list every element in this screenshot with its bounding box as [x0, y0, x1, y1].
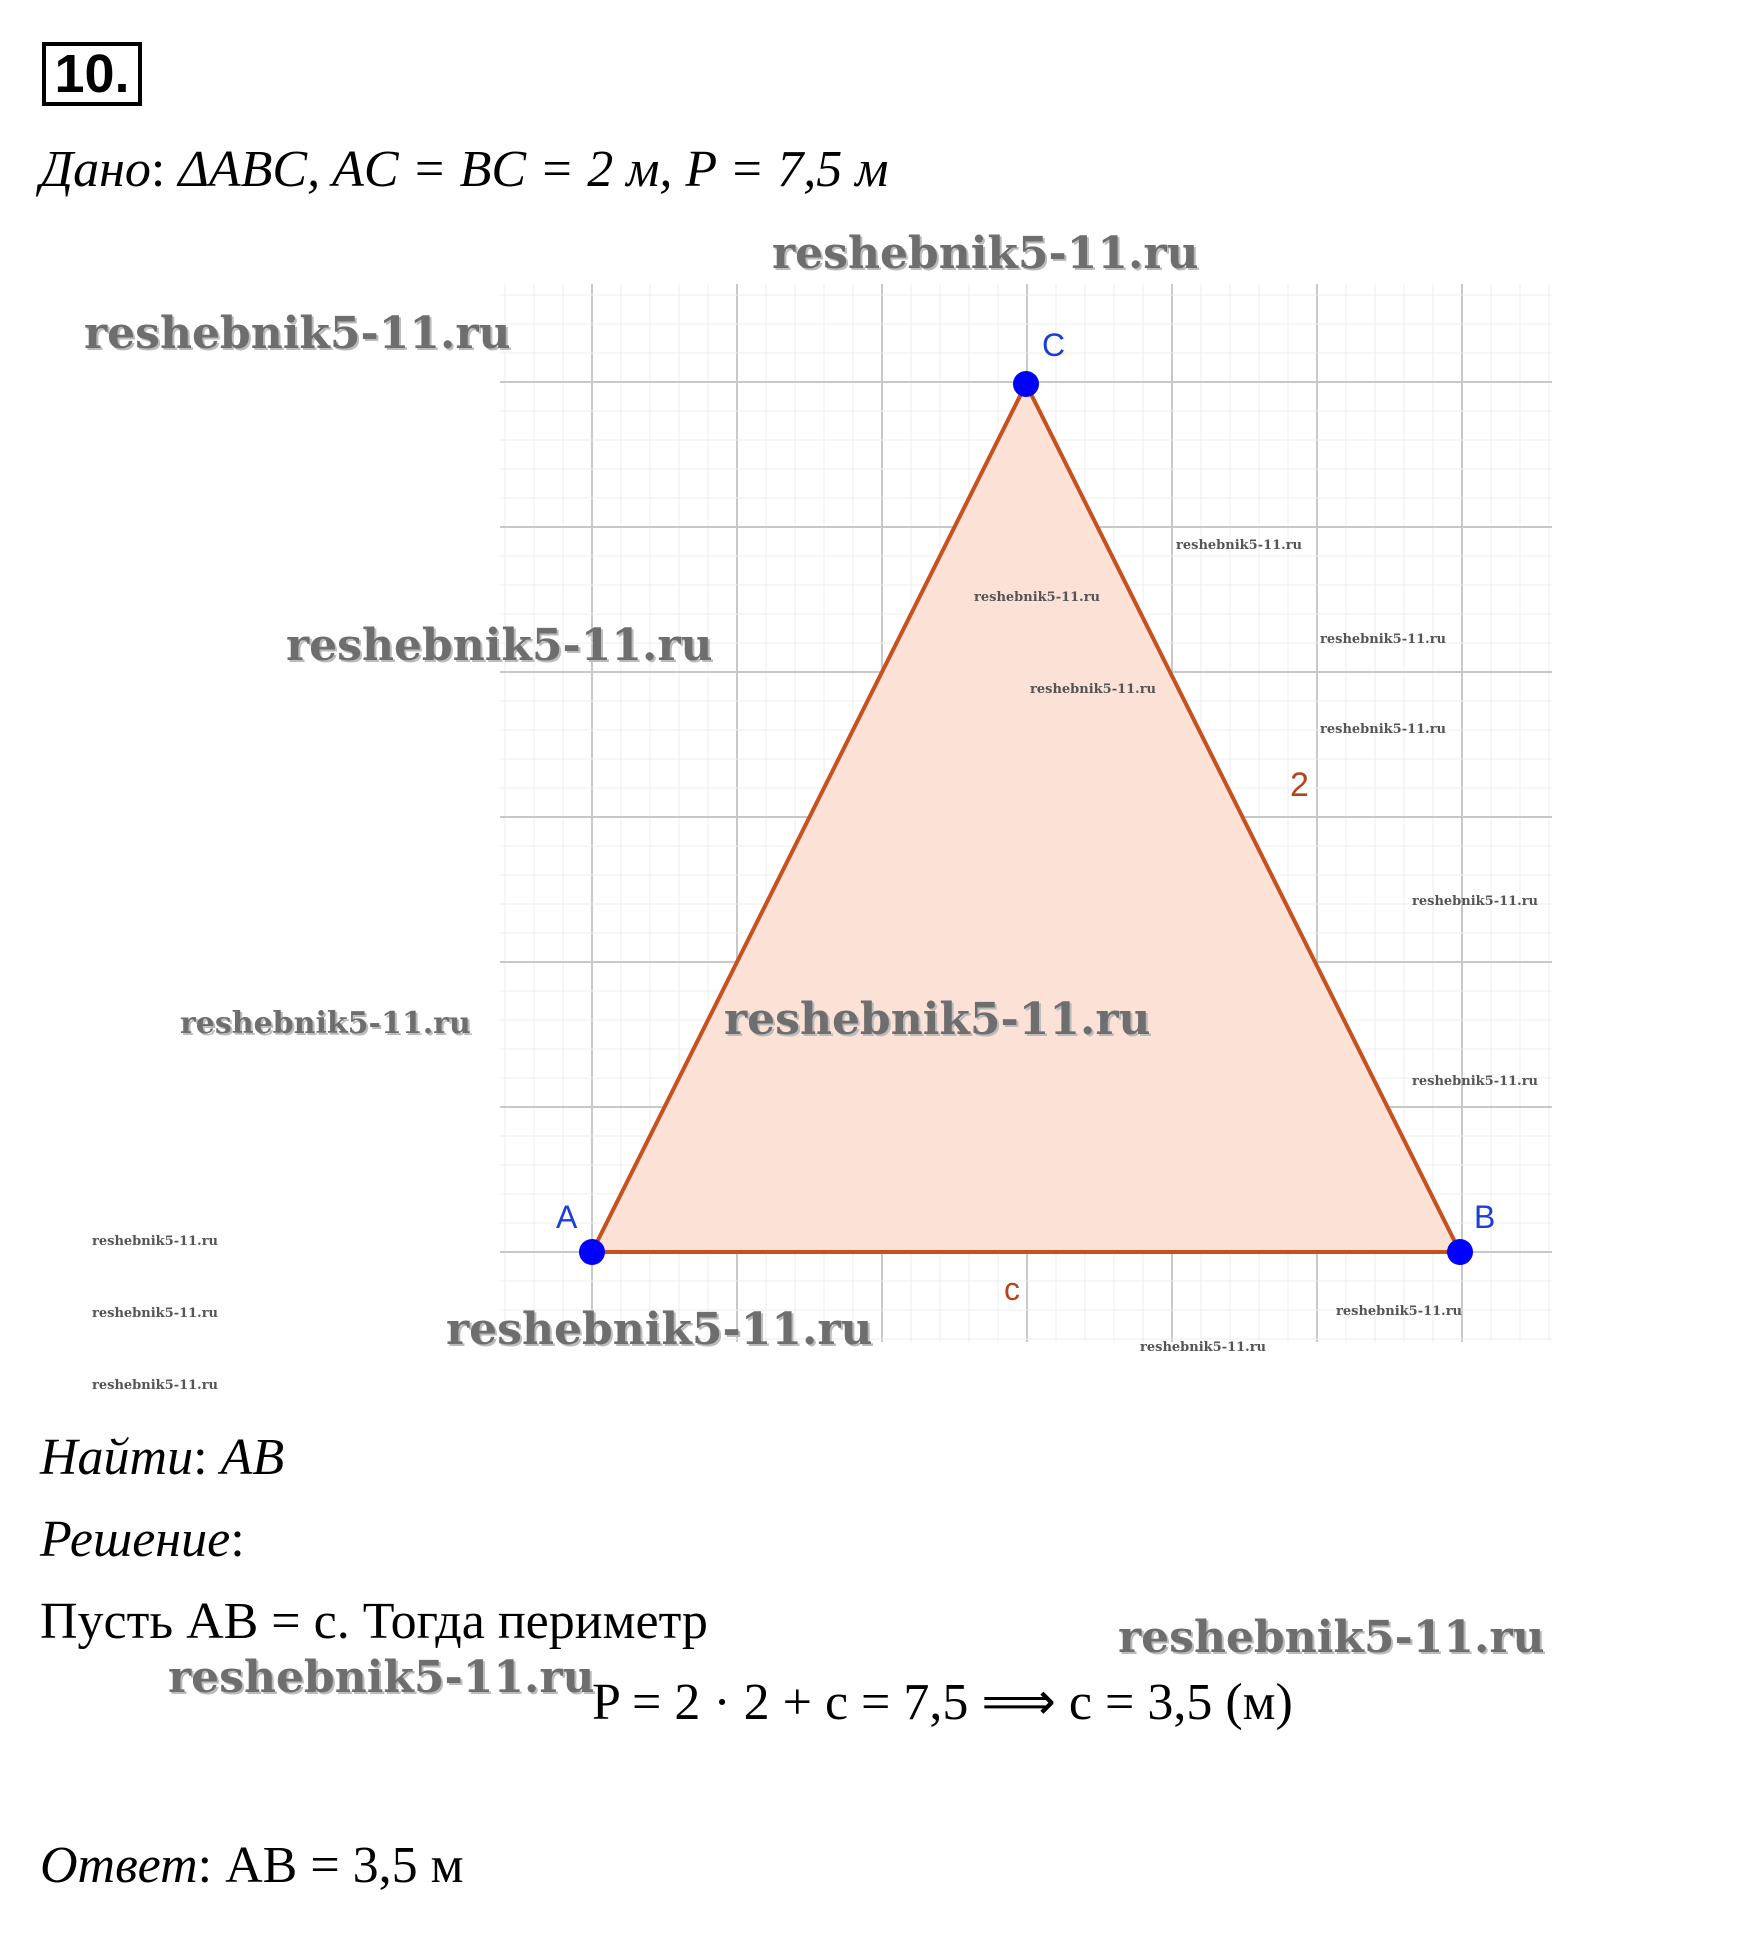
answer-label: Ответ — [40, 1837, 198, 1894]
watermark: reshebnik5-11.ru — [446, 1304, 873, 1355]
watermark: reshebnik5-11.ru — [92, 1378, 219, 1393]
point-c — [1013, 371, 1039, 397]
watermark: reshebnik5-11.ru — [1176, 538, 1303, 553]
watermark: reshebnik5-11.ru — [772, 228, 1199, 279]
side-label-bc: 2 — [1290, 766, 1309, 804]
watermark: reshebnik5-11.ru — [1336, 1304, 1463, 1319]
solution-line-1: Пусть AB = c. Тогда периметр — [40, 1593, 708, 1650]
watermark: reshebnik5-11.ru — [84, 308, 511, 359]
watermark: reshebnik5-11.ru — [286, 620, 713, 671]
given-line: Дано: ΔABC, AC = BC = 2 м, P = 7,5 м — [40, 141, 889, 198]
watermark: reshebnik5-11.ru — [974, 590, 1101, 605]
watermark: reshebnik5-11.ru — [1412, 894, 1539, 909]
watermark: reshebnik5-11.ru — [168, 1652, 595, 1703]
watermark: reshebnik5-11.ru — [92, 1306, 219, 1321]
solution-label: Решение — [40, 1511, 231, 1568]
watermark: reshebnik5-11.ru — [92, 1234, 219, 1249]
watermark: reshebnik5-11.ru — [1320, 722, 1447, 737]
solution-formula: P = 2 · 2 + c = 7,5 ⟹ c = 3,5 (м) — [592, 1674, 1293, 1731]
watermark: reshebnik5-11.ru — [1140, 1340, 1267, 1355]
answer-text: AB = 3,5 м — [225, 1837, 464, 1894]
given-label: Дано — [40, 141, 151, 198]
vertex-label-a: A — [556, 1199, 578, 1235]
find-line: Найти: AB — [40, 1429, 285, 1486]
watermark: reshebnik5-11.ru — [1412, 1074, 1539, 1089]
watermark: reshebnik5-11.ru — [724, 994, 1151, 1045]
side-label-ab: c — [1004, 1271, 1020, 1307]
point-a — [579, 1239, 605, 1265]
problem-number: 10. — [42, 42, 142, 106]
watermark: reshebnik5-11.ru — [180, 1006, 471, 1041]
watermark: reshebnik5-11.ru — [1118, 1612, 1545, 1663]
answer-line: Ответ: AB = 3,5 м — [40, 1837, 464, 1894]
watermark: reshebnik5-11.ru — [1320, 632, 1447, 647]
vertex-label-b: B — [1474, 1199, 1496, 1235]
point-b — [1447, 1239, 1473, 1265]
given-text: ΔABC, AC = BC = 2 м, P = 7,5 м — [178, 141, 889, 198]
find-text: AB — [220, 1429, 285, 1486]
find-label: Найти — [40, 1429, 194, 1486]
solution-heading: Решение: — [40, 1511, 245, 1568]
watermark: reshebnik5-11.ru — [1030, 682, 1157, 697]
vertex-label-c: C — [1042, 327, 1066, 363]
